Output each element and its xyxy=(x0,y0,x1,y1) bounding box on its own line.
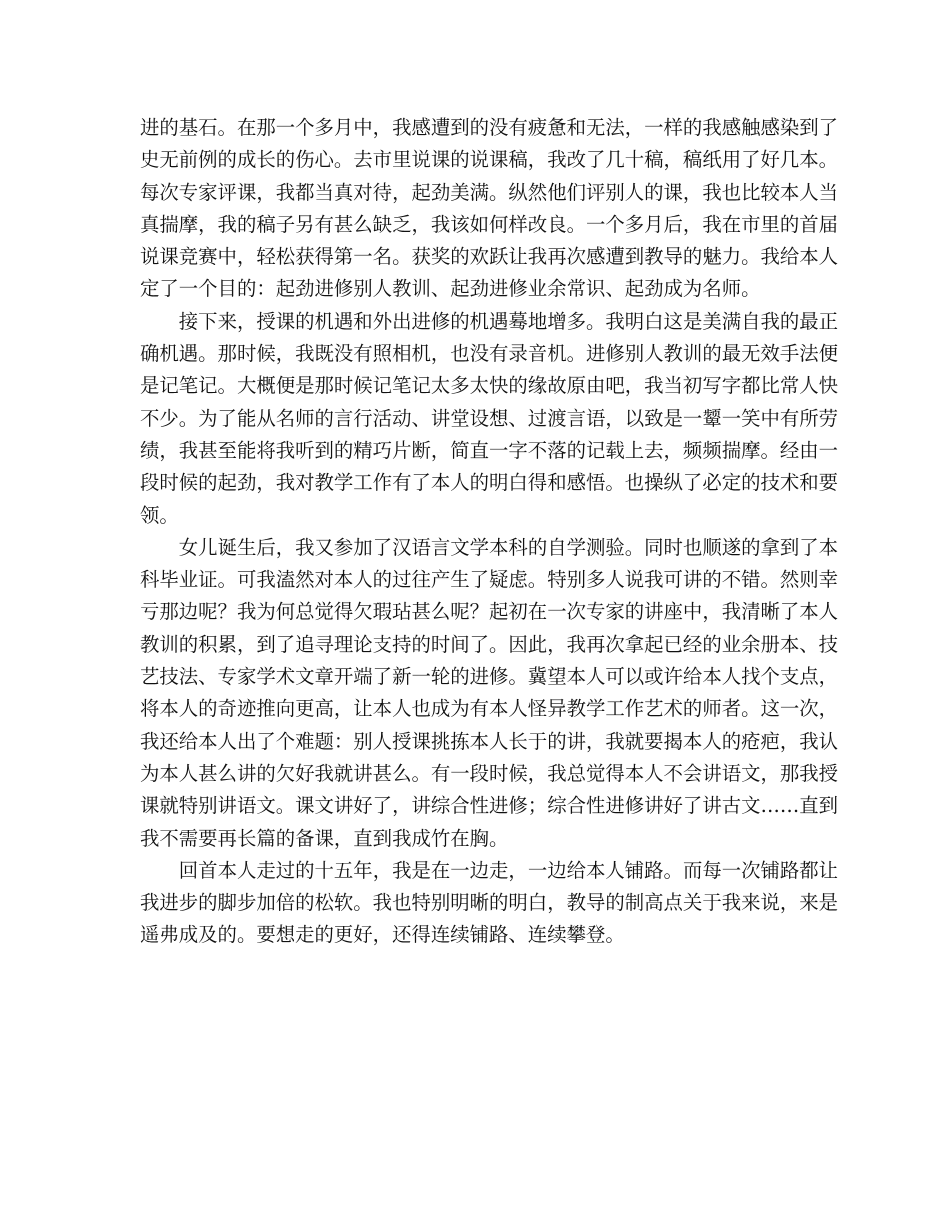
text-line: 定了一个目的：起劲进修别人教训、起劲进修业余常识、起劲成为名师。 xyxy=(140,277,761,301)
text-line: 真揣摩，我的稿子另有甚么缺乏，我该如何样改良。一个多月后，我在市里的首届 xyxy=(140,212,839,236)
paragraph xyxy=(140,855,839,952)
text-line: 说课竞赛中，轻松获得第一名。获奖的欢跃让我再次感遭到教导的魅力。我给本人 xyxy=(140,245,839,269)
text-line: 接下来，授课的机遇和外出进修的机遇蓦地增多。我明白这是美满自我的最正 xyxy=(178,309,839,333)
text-line: 段时候的起劲，我对教学工作有了本人的明白得和感悟。也操纵了必定的技术和要 xyxy=(140,471,839,495)
text-line: 不少。为了能从名师的言行活动、讲堂设想、过渡言语，以致是一颦一笑中有所劳 xyxy=(140,406,839,430)
paragraph xyxy=(140,306,839,532)
text-line: 科毕业证。可我溘然对本人的过往产生了疑虑。特别多人说我可讲的不错。然则幸 xyxy=(140,568,839,592)
text-line: 遥弗成及的。要想走的更好，还得连续铺路、连续攀登。 xyxy=(140,923,625,947)
text-line: 我进步的脚步加倍的松软。我也特别明晰的明白，教导的制高点关于我来说，来是 xyxy=(140,891,839,915)
body-text xyxy=(140,112,839,952)
text-line: 亏那边呢？我为何总觉得欠瑕玷甚么呢？起初在一次专家的讲座中，我清晰了本人 xyxy=(140,600,839,624)
text-line: 领。 xyxy=(140,503,179,527)
text-line: 进的基石。在那一个多月中，我感遭到的没有疲惫和无法，一样的我感触感染到了 xyxy=(140,116,839,139)
text-line: 女儿诞生后，我又参加了汉语言文学本科的自学测验。同时也顺遂的拿到了本 xyxy=(178,535,839,559)
paragraph xyxy=(140,112,839,306)
text-line: 将本人的奇迹推向更高，让本人也成为有本人怪异教学工作艺术的师者。这一次， xyxy=(140,697,839,721)
text-line: 确机遇。那时候，我既没有照相机，也没有录音机。进修别人教训的最无效手法便 xyxy=(140,342,839,366)
text-line: 艺技法、专家学术文章开端了新一轮的进修。冀望本人可以或许给本人找个支点， xyxy=(140,665,839,689)
text-line: 史无前例的成长的伤心。去市里说课的说课稿，我改了几十稿，稿纸用了好几本。 xyxy=(140,148,839,172)
text-line: 教训的积累，到了追寻理论支持的时间了。因此，我再次拿起已经的业余册本、技 xyxy=(140,632,839,656)
text-line: 是记笔记。大概便是那时候记笔记太多太快的缘故原由吧，我当初写字都比常人快 xyxy=(140,374,839,398)
text-line: 回首本人走过的十五年，我是在一边走，一边给本人铺路。而每一次铺路都让 xyxy=(178,858,839,882)
text-line: 为本人甚么讲的欠好我就讲甚么。有一段时候，我总觉得本人不会讲语文，那我授 xyxy=(140,761,839,785)
text-line: 每次专家评课，我都当真对待，起劲美满。纵然他们评别人的课，我也比较本人当 xyxy=(140,180,839,204)
text-line: 我还给本人出了个难题：别人授课挑拣本人长于的讲，我就要揭本人的疮疤，我认 xyxy=(140,729,839,753)
paragraph xyxy=(140,532,839,855)
text-line: 课就特别讲语文。课文讲好了，讲综合性进修；综合性进修讲好了讲古文……直到 xyxy=(140,794,839,818)
text-line: 我不需要再长篇的备课，直到我成竹在胸。 xyxy=(140,826,509,850)
text-line: 绩，我甚至能将我听到的精巧片断，简直一字不落的记载上去，频频揣摩。经由一 xyxy=(140,438,839,462)
